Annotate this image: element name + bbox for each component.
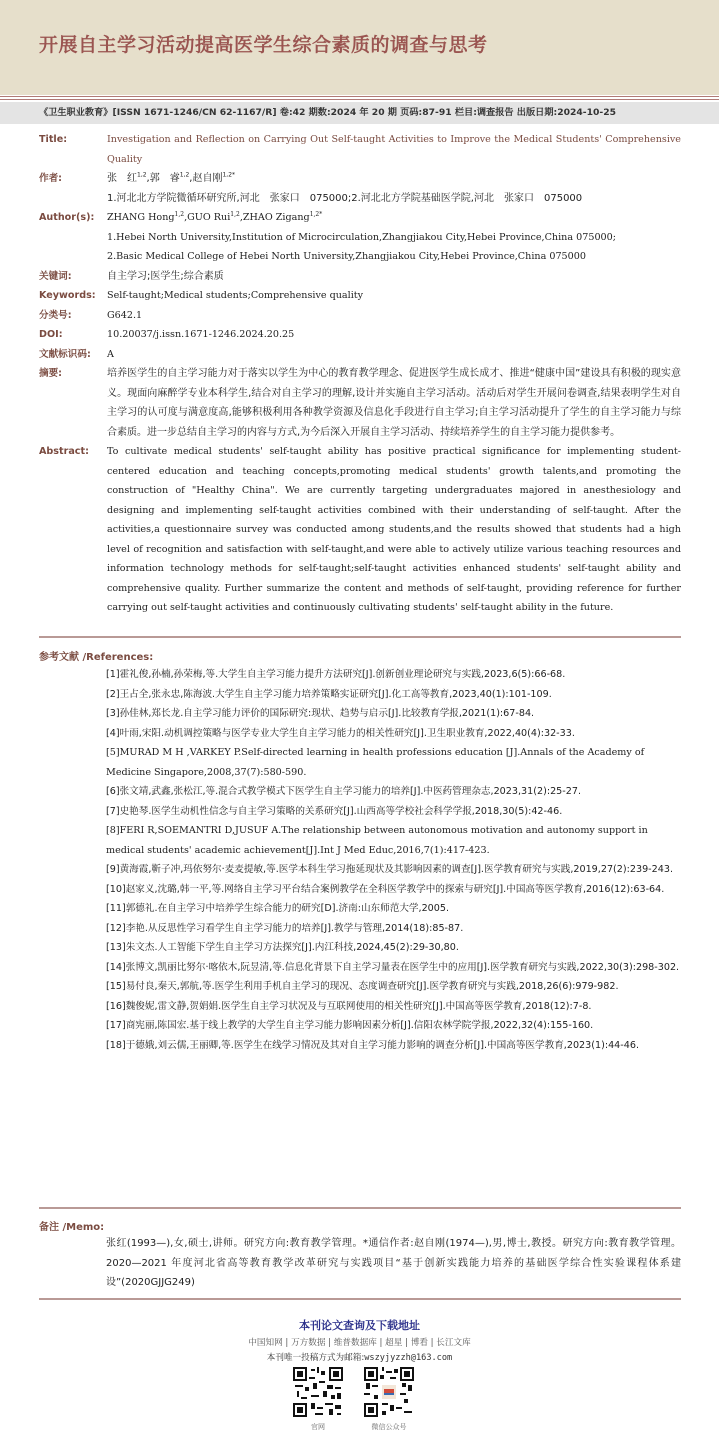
field-label: Keywords:	[39, 290, 96, 301]
reference-item[interactable]: [6]张文靖,武鑫,张松江,等.混合式教学模式下医学生自主学习能力的培养[J].中医药管理杂志,2023,31(2):25-27.	[106, 786, 581, 797]
article-title: 开展自主学习活动提高医学生综合素质的调查与思考	[39, 34, 488, 56]
reference-item[interactable]: [17]商宪丽,陈国宏.基于线上教学的大学生自主学习能力影响因素分析[J].信阳农林学院学报,2022,32(4):155-160.	[106, 1020, 594, 1031]
reference-item[interactable]: [1]霍礼俊,孙楠,孙荣梅,等.大学生自主学习能力提升方法研究[J].创新创业理论研究与实践,2023,6(5):66-68.	[106, 669, 566, 680]
field-keywords-en	[39, 286, 681, 306]
db-link-changjiang[interactable]: 长江文库	[436, 1338, 471, 1348]
db-link-cnki[interactable]: 中国知网	[248, 1338, 283, 1348]
qr-wechat[interactable]	[364, 1367, 414, 1432]
author-name[interactable]: 张 红	[107, 173, 137, 184]
db-link-vip[interactable]: 维普数据库	[333, 1338, 377, 1348]
citation-meta-bar: 《卫生职业教育》[ISSN 1671-1246/CN 62-1167/R] 卷:42 期数:2024 年 20 期 页码:87-91 栏目:调查报告 出版日期:2024-10-25	[0, 102, 719, 124]
field-abstract-zh	[39, 364, 681, 442]
affiliation-sup: 1,2*	[222, 171, 236, 179]
affiliation-sup: 1,2	[179, 171, 190, 179]
classification-value: G642.1	[107, 309, 143, 321]
doi-link[interactable]: 10.20037/j.issn.1671-1246.2024.20.25	[107, 329, 295, 340]
link-separator: |	[427, 1338, 437, 1348]
field-label: Title:	[39, 134, 68, 145]
email-link[interactable]: wszyjyzzh@163.com	[364, 1353, 453, 1363]
field-label: 文献标识码:	[39, 348, 91, 360]
affiliation-zh: 1.河北北方学院微循环研究所,河北 张家口 075000;2.河北北方学院基础医学院,河北 张家口 075000	[107, 192, 583, 204]
email-prefix: 本刊唯一投稿方式为邮箱:	[266, 1353, 365, 1363]
author-list-zh: 张 红$^{1,2}$,郭 睿$^{1,2}$,赵自刚$^{1,2*}$	[107, 171, 236, 184]
field-doi	[39, 325, 681, 345]
double-divider	[0, 96, 719, 100]
field-label: Author(s):	[39, 212, 95, 223]
abstract-en: To cultivate medical students' self-taught ability has positive practical significance for implementing student-centered education and teaching concepts,promoting medical students' growth talents,and promoting the construction of "Healthy China". We are currently targeting undergraduates majored in anesthesiology and designing and implementing self-taught activities combined with their understanding of self-taught. After the activities,a questionnaire survey was conducted among students,and the results showed that students had a high level of recognition and satisfaction with self-taught,and were able to actively utilize various teaching resources and information technology methods for self-taught;self-taught activities enhanced students' self-taught ability and comprehensive quality. Further summarize the content and methods of self-taught, providing reference for further carrying out self-taught activities and continuously cultivating students' self-taught ability in the future.	[107, 446, 681, 613]
reference-item[interactable]: [3]孙佳林,郑长龙.自主学习能力评价的国际研究:现状、趋势与启示[J].比较教育学报,2021(1):67-84.	[106, 708, 535, 719]
db-link-wanfang[interactable]: 万方数据	[291, 1338, 326, 1348]
reference-item[interactable]: [4]叶雨,宋阳.动机调控策略与医学专业大学生自主学习能力的相关性研究[J].卫生职业教育,2022,40(4):32-33.	[106, 727, 575, 739]
doc-code-value: A	[107, 348, 114, 360]
link-separator: |	[282, 1338, 292, 1348]
reference-item[interactable]: [15]易付良,秦天,郭航,等.医学生利用手机自主学习的现况、态度调查研究[J].医学教育研究与实践,2018,26(6):979-982.	[106, 981, 619, 992]
abstract-zh: 培养医学生的自主学习能力对于落实以学生为中心的教育教学理念、促进医学生成长成才、推进“健康中国”建设具有积极的现实意义。现面向麻醉学专业本科学生,结合对自主学习的理解,设计并实施自主学习活动。活动后对学生开展问卷调查,结果表明学生对自主学习的认可度与满意度高,能够积极利用各种教学资源及信息化手段进行自主学习;自主学习活动提升了学生的自主学习能力与综合素质。进一步总结自主学习的内容与方式,为今后深入开展自主学习活动、持续培养学生的自主学习能力提供参考。	[107, 368, 681, 438]
field-classification	[39, 306, 681, 326]
qr-code-icon	[364, 1367, 414, 1417]
memo-label: 备注 /Memo:	[39, 1222, 105, 1233]
section-divider	[39, 1298, 681, 1300]
link-separator: |	[376, 1338, 386, 1348]
reference-list	[106, 665, 681, 1055]
affiliation-sup: 1,2	[174, 210, 185, 218]
field-abstract-en	[39, 442, 681, 618]
english-title: Investigation and Reflection on Carrying Out Self-taught Activities to Improve the Medical Students' Comprehensive Quality	[107, 134, 681, 165]
qr-caption: 官网	[311, 1423, 325, 1431]
section-divider	[39, 1207, 681, 1209]
field-label: 分类号:	[39, 309, 72, 321]
reference-item[interactable]: [5]MURAD M H ,VARKEY P.Self-directed learning in health professions education [J].Annals of the Academy of Medicine Singapore,2008,37(7):580-590.	[106, 747, 645, 778]
affiliation-sup: 1,2	[137, 171, 147, 179]
field-doc-code	[39, 345, 681, 365]
author-name[interactable]: ZHAO Zigang	[242, 212, 310, 223]
database-links	[0, 1336, 719, 1348]
field-keywords-zh	[39, 267, 681, 287]
reference-item[interactable]: [12]李艳.从反思性学习看学生自主学习能力的培养[J].教学与管理,2014(18):85-87.	[106, 922, 464, 934]
keywords-en[interactable]: Self-taught;Medical students;Comprehensive quality	[107, 290, 364, 301]
field-label: Abstract:	[39, 446, 89, 457]
author-name[interactable]: ZHANG Hong	[107, 212, 175, 223]
reference-item[interactable]: [11]郭德礼.在自主学习中培养学生综合能力的研究[D].济南:山东师范大学,2005.	[106, 903, 450, 914]
link-separator: |	[325, 1338, 334, 1348]
reference-item[interactable]: [16]魏俊妮,雷文静,贺娟娟.医学生自主学习状况及与互联网使用的相关性研究[J].中国高等医学教育,2018(12):7-8.	[106, 1000, 592, 1012]
download-title: 本刊论文查询及下载地址	[299, 1319, 420, 1332]
affiliation-sup: 1,2	[230, 210, 240, 218]
reference-item[interactable]: [14]张博文,凯丽比努尔·喀依木,阮昱清,等.信息化背景下自主学习量表在医学生中的应用[J].医学教育研究与实践,2022,30(3):298-302.	[106, 961, 680, 973]
author-name[interactable]: 赵自刚	[192, 173, 223, 184]
db-link-chaoxing[interactable]: 超星	[385, 1338, 403, 1348]
reference-item[interactable]: [18]于德娥,刘云儒,王丽卿,等.医学生在线学习情况及其对自主学习能力影响的调查分析[J].中国高等医学教育,2023(1):44-46.	[106, 1039, 639, 1051]
author-name[interactable]: 郭 睿	[149, 173, 180, 184]
reference-item[interactable]: [10]赵家义,沈璐,韩一平,等.网络自主学习平台结合案例教学在全科医学教学中的探索与研究[J].中国高等医学教育,2016(12):63-64.	[106, 883, 665, 895]
field-label: 摘要:	[39, 368, 63, 379]
submission-email	[0, 1351, 719, 1363]
article-fields	[39, 130, 681, 618]
reference-item[interactable]: [9]黄海霞,靳子冲,玛依努尔·麦麦提敏,等.医学本科生学习拖延现状及其影响因素的调查[J].医学教育研究与实践,2019,27(2):239-243.	[106, 864, 674, 875]
link-separator: |	[402, 1338, 411, 1348]
reference-item[interactable]: [13]朱文杰.人工智能下学生自主学习方法探究[J].内江科技,2024,45(2):29-30,80.	[106, 942, 459, 953]
field-authors-zh	[39, 169, 681, 208]
keywords-zh[interactable]: 自主学习;医学生;综合素质	[107, 270, 224, 282]
reference-item[interactable]: [2]王占全,张永忠,陈海波.大学生自主学习能力培养策略实证研究[J].化工高等教育,2023,40(1):101-109.	[106, 688, 552, 700]
qr-official-site[interactable]	[293, 1367, 343, 1432]
field-title	[39, 130, 681, 169]
affiliation-sup: 1,2*	[309, 210, 323, 218]
section-divider	[39, 636, 681, 638]
author-list-en: ZHANG Hong$^{1,2}$,GUO Rui$^{1,2}$,ZHAO Zigang$^{1,2*}$	[107, 210, 323, 223]
field-authors-en	[39, 208, 681, 267]
memo-text: 张红(1993—),女,硕士,讲师。研究方向:教育教学管理。*通信作者:赵自刚(1974—),男,博士,教授。研究方向:教育教学管理。2020—2021 年度河北省高等教育教学改革研究与实践项目“基于创新实践能力培养的基础医学综合性实验课程体系建设”(2020GJJG249)	[106, 1238, 681, 1288]
reference-item[interactable]: [7]史艳琴.医学生动机性信念与自主学习策略的关系研究[J].山西高等学校社会科学学报,2018,30(5):42-46.	[106, 805, 563, 817]
db-link-bookan[interactable]: 博看	[410, 1338, 428, 1348]
affiliation-en-2: 2.Basic Medical College of Hebei North University,Zhangjiakou City,Hebei Province,China 075000	[107, 251, 586, 262]
qr-code-icon	[293, 1367, 343, 1417]
field-label: 关键词:	[39, 270, 72, 282]
affiliation-en-1: 1.Hebei North University,Institution of Microcirculation,Zhangjiakou City,Hebei Province,China 075000;	[107, 231, 616, 243]
qr-caption: 微信公众号	[371, 1423, 407, 1431]
author-name[interactable]: GUO Rui	[187, 212, 231, 223]
title-band	[0, 0, 719, 95]
field-label: DOI:	[39, 329, 63, 340]
field-label: 作者:	[39, 173, 63, 184]
reference-item[interactable]: [8]FERI R,SOEMANTRI D,JUSUF A.The relationship between autonomous motivation and autonomy support in medical students' academic achievement[J].Int J Med Educ,2016,7(1):417-423.	[106, 825, 648, 856]
references-label: 参考文献 /References:	[39, 652, 154, 663]
